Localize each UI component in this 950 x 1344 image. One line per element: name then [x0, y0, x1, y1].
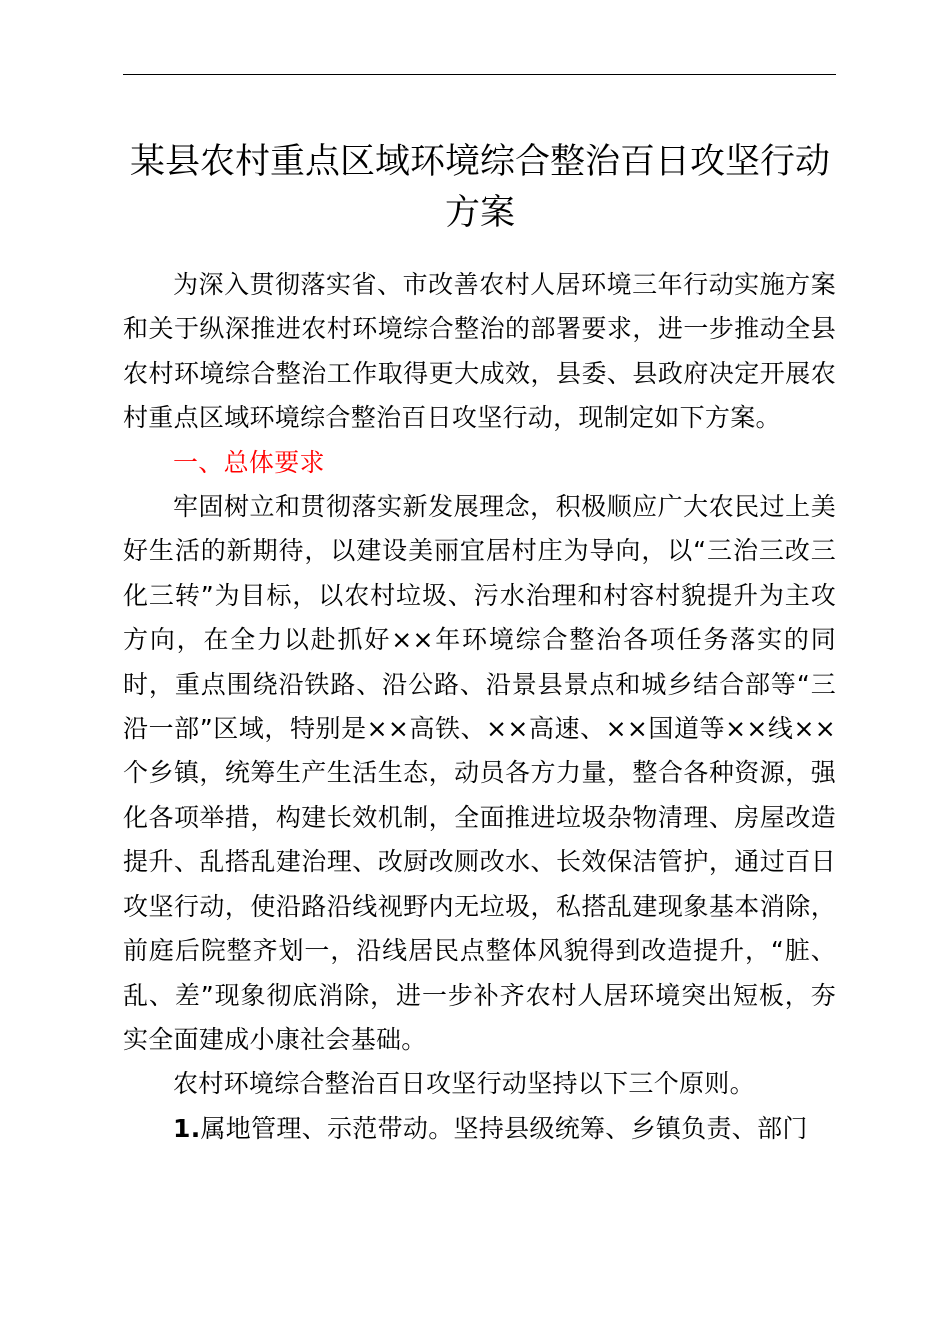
principles-intro-paragraph: 农村环境综合整治百日攻坚行动坚持以下三个原则。 [173, 1069, 755, 1099]
principle-1-paragraph [123, 1107, 836, 1151]
principle-1-number: 1. [173, 1113, 201, 1143]
document-title: 某县农村重点区域环境综合整治百日攻坚行动方案 [129, 142, 830, 233]
general-requirements-paragraph: 牢固树立和贯彻落实新发展理念，积极顺应广大农民过上美好生活的新期待，以建设美丽宜居村庄为导向，以“三治三改三化三转”为目标，以农村垃圾、污水治理和村容村貌提升为主攻方向，在全力以赴抓好××年环境综合整治各项任务落实的同时，重点围绕沿铁路、沿公路、沿景县景点和城乡结合部等“三沿一部”区域，特别是××高铁、××高速、××国道等××线××个乡镇，统筹生产生活生态，动员各方力量，整合各种资源，强化各项举措，构建长效机制，全面推进垃圾杂物清理、房屋改造提升、乱搭乱建治理、改厨改厕改水、长效保洁管护，通过百日攻坚行动，使沿路沿线视野内无垃圾，私搭乱建现象基本消除，前庭后院整齐划一，沿线居民点整体风貌得到改造提升，“脏、乱、差”现象彻底消除，进一步补齐农村人居环境突出短板，夯实全面建成小康社会基础。 [123, 492, 836, 1054]
intro-paragraph: 为深入贯彻落实省、市改善农村人居环境三年行动实施方案和关于纵深推进农村环境综合整治的部署要求，进一步推动全县农村环境综合整治工作取得更大成效，县委、县政府决定开展农村重点区域环境综合整治百日攻坚行动，现制定如下方案。 [123, 270, 836, 433]
document-body [123, 263, 836, 1151]
principle-1-text: 属地管理、示范带动。坚持县级统筹、乡镇负责、部门 [200, 1113, 808, 1143]
header-rule [123, 74, 836, 75]
section-heading-general-requirements: 一、总体要求 [173, 447, 325, 477]
